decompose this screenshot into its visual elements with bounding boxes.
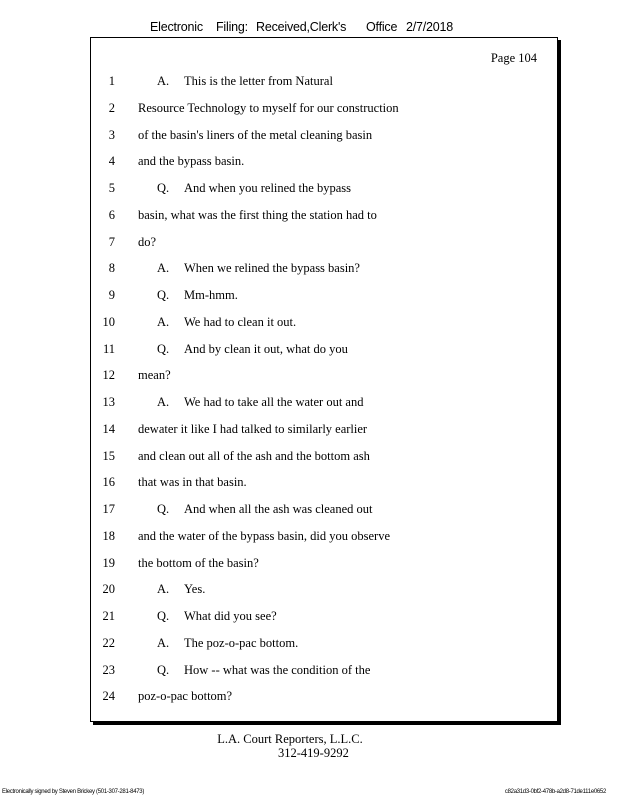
transcript-line: [91, 232, 531, 252]
transcript-line: [91, 339, 531, 359]
line-number: 7: [108, 234, 115, 249]
line-body: The poz-o-pac bottom.: [184, 635, 299, 650]
line-body: basin, what was the first thing the station had to: [138, 207, 377, 222]
line-number: 20: [102, 582, 115, 597]
line-number: 14: [102, 421, 115, 436]
line-body: When we relined the bypass basin?: [184, 261, 360, 276]
line-text: [157, 312, 296, 332]
line-text: [157, 660, 370, 680]
line-body: and the bypass basin.: [138, 154, 245, 169]
reporter-phone: 312-419-9292: [278, 746, 349, 760]
line-text: [157, 392, 363, 412]
line-text: [157, 71, 333, 91]
line-text: [138, 526, 390, 546]
transcript-line: [91, 151, 531, 171]
line-body: This is the letter from Natural: [184, 74, 333, 88]
line-number: 2: [108, 100, 115, 115]
speaker-label: Q.: [157, 181, 170, 195]
line-body: and the water of the bypass basin, did you observe: [138, 528, 391, 543]
transcript-line: [91, 553, 531, 573]
line-number: 15: [102, 448, 115, 463]
line-number: 16: [102, 475, 115, 490]
transcript-line: [91, 472, 531, 492]
transcript-line: [91, 660, 531, 680]
speaker-label: Q.: [157, 288, 170, 302]
line-text: [138, 365, 171, 385]
speaker-label: Q.: [157, 502, 170, 516]
line-text: [157, 579, 205, 599]
line-number: 19: [102, 555, 115, 570]
line-text: [138, 472, 247, 492]
line-text: [138, 446, 370, 466]
line-text: [157, 258, 360, 278]
line-number: 18: [102, 528, 115, 543]
transcript-line: [91, 392, 531, 412]
transcript-line: [91, 499, 531, 519]
transcript-line: [91, 633, 531, 653]
line-text: [157, 499, 372, 519]
transcript-line: [91, 285, 531, 305]
electronic-signature: Electronically signed by Steven Brickey (501-307-281-8473): [2, 789, 145, 795]
line-number: 6: [108, 207, 115, 222]
transcript-line: [91, 419, 531, 439]
line-text: [138, 125, 372, 145]
reporter-company: L.A. Court Reporters, L.L.C.: [217, 732, 363, 746]
line-number: 3: [108, 127, 115, 142]
transcript-line: [91, 365, 531, 385]
line-body: of the basin's liners of the metal cleaning basin: [138, 127, 373, 142]
transcript-page: [90, 37, 558, 722]
header-word-office: Office: [366, 20, 398, 34]
transcript-line: [91, 258, 531, 278]
document-hash: c82a31d3-0bf2-478b-a2d8-71de111e0652: [504, 789, 606, 795]
transcript-line: [91, 178, 531, 198]
line-body: the bottom of the basin?: [138, 555, 259, 570]
header-word-filing: Filing:: [216, 20, 248, 34]
speaker-label: A.: [157, 74, 170, 88]
line-number: 4: [108, 154, 115, 169]
line-number: 21: [102, 609, 115, 623]
speaker-label: A.: [157, 314, 170, 329]
line-text: [138, 205, 377, 225]
page-number: Page 104: [490, 51, 537, 65]
line-body: Mm-hmm.: [184, 288, 238, 302]
line-body: Resource Technology to myself for our construction: [138, 100, 399, 115]
line-text: [138, 553, 259, 573]
header-word-received: Received,Clerk's: [256, 20, 347, 34]
speaker-label: A.: [157, 395, 170, 409]
line-body: and clean out all of the ash and the bottom ash: [138, 448, 370, 463]
speaker-label: Q.: [157, 341, 170, 356]
header-word-electronic: Electronic: [150, 20, 203, 34]
transcript-line: [91, 98, 531, 118]
line-number: 13: [102, 395, 115, 409]
transcript-line: [91, 446, 531, 466]
line-body: dewater it like I had talked to similarly earlier: [138, 421, 368, 436]
line-number: 17: [102, 502, 115, 516]
line-number: 23: [102, 662, 115, 677]
line-body: How -- what was the condition of the: [184, 662, 371, 677]
line-number: 5: [108, 181, 115, 195]
transcript-line: [91, 526, 531, 546]
line-text: [138, 232, 156, 252]
line-number: 9: [108, 288, 115, 302]
line-body: We had to take all the water out and: [184, 395, 364, 409]
line-number: 22: [102, 635, 115, 650]
line-number: 1: [108, 74, 115, 88]
line-body: And by clean it out, what do you: [184, 341, 348, 356]
line-number: 10: [102, 314, 115, 329]
line-body: poz-o-pac bottom?: [138, 689, 233, 704]
line-text: [157, 285, 238, 305]
line-body: We had to clean it out.: [184, 314, 297, 329]
line-body: And when all the ash was cleaned out: [184, 502, 373, 516]
line-body: mean?: [138, 368, 171, 383]
line-body: What did you see?: [184, 609, 277, 623]
line-text: [138, 98, 399, 118]
speaker-label: Q.: [157, 662, 170, 677]
line-text: [157, 633, 298, 653]
line-body: do?: [138, 234, 157, 249]
line-number: 24: [102, 689, 115, 704]
line-text: [138, 686, 232, 706]
transcript-line: [91, 686, 531, 706]
line-body: And when you relined the bypass: [184, 181, 351, 195]
line-text: [157, 339, 348, 359]
transcript-line: [91, 579, 531, 599]
speaker-label: A.: [157, 582, 170, 597]
line-text: [157, 606, 277, 626]
header-date: 2/7/2018: [406, 20, 454, 34]
transcript-line: [91, 205, 531, 225]
line-number: 12: [102, 368, 115, 383]
line-number: 8: [108, 261, 115, 276]
line-number: 11: [102, 341, 115, 356]
transcript-line: [91, 312, 531, 332]
filing-header: [150, 20, 453, 34]
line-text: [157, 178, 351, 198]
transcript-line: [91, 125, 531, 145]
transcript-line: [91, 606, 531, 626]
speaker-label: Q.: [157, 609, 170, 623]
line-text: [138, 419, 367, 439]
line-body: that was in that basin.: [138, 475, 247, 490]
speaker-label: A.: [157, 261, 170, 276]
line-text: [138, 151, 244, 171]
transcript-line: [91, 71, 531, 91]
speaker-label: A.: [157, 635, 170, 650]
line-body: Yes.: [184, 582, 206, 597]
